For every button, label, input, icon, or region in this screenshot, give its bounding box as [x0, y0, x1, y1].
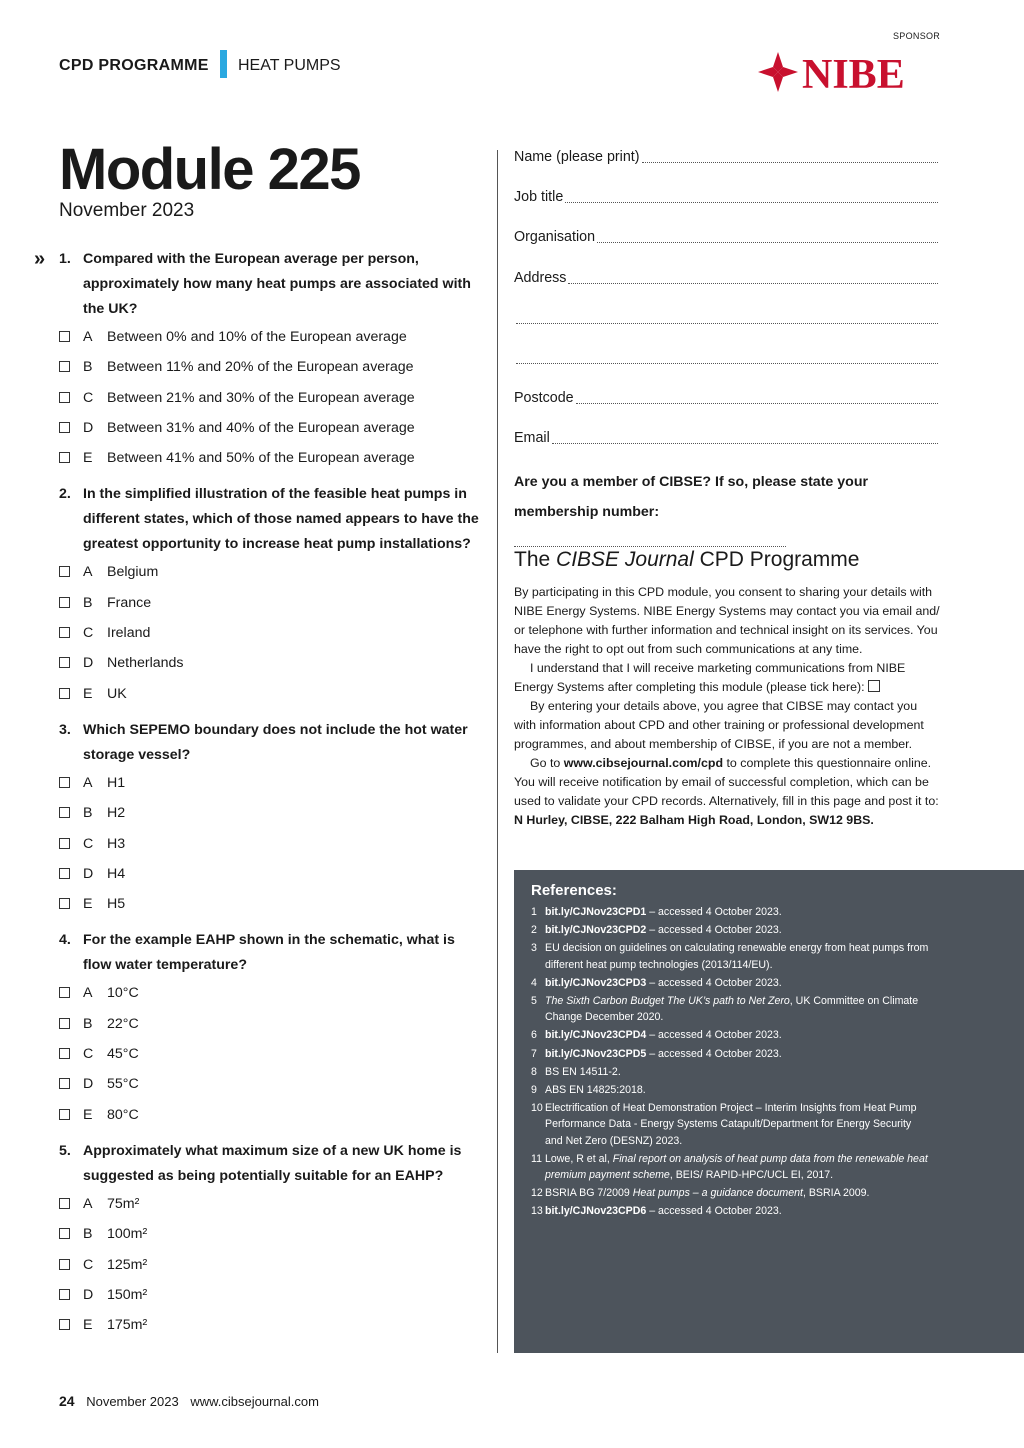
- option-text: H4: [107, 865, 126, 882]
- question-text: [59, 482, 479, 557]
- reference-text: – accessed 4 October 2023.: [646, 1029, 782, 1042]
- page-footer: [59, 1393, 319, 1409]
- reference-text: – accessed 4 October 2023.: [646, 976, 782, 989]
- option-letter: A: [83, 985, 93, 1002]
- option-letter: B: [83, 1226, 93, 1243]
- consent-paragraph: By participating in this CPD module, you consent to sharing your details with NIBE Energy Systems. NIBE Energy Systems may contact you via email and/ or telephone with further information and technical insight on its services. You have the right to opt out from such communications at any time.: [514, 585, 940, 656]
- option-text: 80°C: [107, 1106, 139, 1123]
- postal-address: N Hurley, CIBSE, 222 Balham High Road, London, SW12 9BS.: [514, 813, 874, 827]
- question-spacer: [59, 473, 479, 482]
- option-letter: E: [83, 1317, 93, 1334]
- answer-checkbox[interactable]: [59, 566, 70, 577]
- option-text: 150m²: [107, 1286, 148, 1303]
- question-body: In the simplified illustration of the feasible heat pumps in different states, which of those named appears to have the greatest opportunity to increase heat pump installations?: [83, 486, 479, 553]
- reference-link[interactable]: bit.ly/CJNov23CPD2: [545, 924, 647, 937]
- question-body: Which SEPEMO boundary does not include the hot water storage vessel?: [83, 721, 468, 763]
- question-body: Compared with the European average per person, approximately how many heat pumps are associated with the UK?: [83, 251, 471, 317]
- marketing-tick-checkbox[interactable]: [868, 680, 880, 692]
- question-number: 2.: [59, 486, 71, 503]
- field-input-line[interactable]: [576, 386, 938, 404]
- reference-title: Heat pumps – a guidance document: [632, 1187, 803, 1200]
- contact-form: [514, 145, 938, 558]
- answer-checkbox[interactable]: [59, 1109, 70, 1120]
- answer-option[interactable]: [59, 618, 479, 648]
- field-input-line[interactable]: [642, 145, 938, 163]
- reference-text: Lowe, R et al,: [545, 1152, 613, 1165]
- option-letter: D: [83, 865, 94, 882]
- page-number: 24: [59, 1393, 75, 1409]
- reference-text: BSRIA BG 7/2009: [545, 1187, 633, 1200]
- option-letter: D: [83, 419, 94, 436]
- field-input-line[interactable]: [597, 225, 938, 243]
- reference-number: 4: [531, 976, 537, 989]
- nibe-emblem-icon: [758, 52, 798, 92]
- question-text: [59, 718, 479, 768]
- answer-checkbox[interactable]: [59, 807, 70, 818]
- option-letter: C: [83, 625, 94, 642]
- answer-option[interactable]: [59, 829, 479, 859]
- field-input-line[interactable]: [565, 185, 938, 203]
- reference-title: Final report on analysis of heat pump data from the renewable heat premium payment scheme: [545, 1152, 928, 1182]
- answer-checkbox[interactable]: [59, 1078, 70, 1089]
- reference-item: [531, 940, 931, 972]
- reference-item: [531, 922, 931, 938]
- reference-link[interactable]: bit.ly/CJNov23CPD5: [545, 1047, 647, 1060]
- answer-checkbox[interactable]: [59, 1228, 70, 1239]
- option-text: Between 11% and 20% of the European average: [107, 359, 414, 376]
- references-list: [531, 904, 931, 1222]
- answer-checkbox[interactable]: [59, 597, 70, 608]
- answer-option[interactable]: [59, 1100, 479, 1130]
- reference-item: [531, 1046, 931, 1062]
- option-text: France: [107, 594, 152, 611]
- answer-checkbox[interactable]: [59, 1198, 70, 1209]
- question-body: For the example EAHP shown in the schematic, what is flow water temperature?: [83, 932, 455, 974]
- option-letter: C: [83, 1046, 94, 1063]
- answer-option[interactable]: [59, 1069, 479, 1099]
- reference-text: , BEIS/ RAPID-HPC/UCL EI, 2017.: [669, 1169, 834, 1182]
- form-field: [514, 346, 938, 386]
- answer-option[interactable]: [59, 413, 479, 443]
- option-text: Belgium: [107, 564, 159, 581]
- form-field: [514, 266, 938, 306]
- option-text: Ireland: [107, 625, 151, 642]
- reference-number: 1: [531, 906, 537, 918]
- reference-number: 2: [531, 924, 537, 937]
- reference-link[interactable]: bit.ly/CJNov23CPD1: [545, 906, 647, 918]
- instructions-paragraph: Go to www.cibsejournal.com/cpd to complete this questionnaire online. You will receive notification by email of successful completion, which can be used to validate your CPD records. Alternatively, fill in this page and post it to: N Hurley, CIBSE, 222 Balham High Road, London, SW12 9BS.: [514, 756, 939, 827]
- form-field: [514, 306, 938, 346]
- field-label: Email: [514, 430, 550, 447]
- option-letter: B: [83, 594, 93, 611]
- option-letter: B: [83, 1015, 93, 1032]
- question-text: [59, 928, 479, 978]
- reference-text: EU decision on guidelines on calculating renewable energy from heat pumps from different heat pump technologies (2013/114/EU).: [545, 942, 929, 971]
- answer-checkbox[interactable]: [59, 1289, 70, 1300]
- question-number: 5.: [59, 1142, 71, 1159]
- option-letter: C: [83, 835, 94, 852]
- reference-number: 5: [531, 995, 537, 1008]
- option-text: 22°C: [107, 1015, 139, 1032]
- reference-number: 13: [531, 1205, 543, 1218]
- answer-option[interactable]: [59, 1009, 479, 1039]
- answer-checkbox[interactable]: [59, 452, 70, 463]
- cpd-heading: The CIBSE Journal CPD Programme: [514, 548, 860, 571]
- reference-link[interactable]: bit.ly/CJNov23CPD3: [545, 976, 647, 989]
- answer-option[interactable]: [59, 798, 479, 828]
- answer-option[interactable]: [59, 383, 479, 413]
- footer-date: November 2023: [86, 1394, 179, 1409]
- option-letter: D: [83, 655, 94, 672]
- reference-item: [531, 1100, 931, 1149]
- question-spacer: [59, 1130, 479, 1139]
- field-input-line[interactable]: [516, 346, 938, 364]
- reference-title: The Sixth Carbon Budget The UK’s path to Net Zero: [545, 995, 790, 1008]
- reference-item: [531, 1185, 931, 1201]
- option-text: H1: [107, 774, 126, 791]
- question-number: 4.: [59, 932, 71, 949]
- membership-question: Are you a member of CIBSE? If so, please state your membership number:: [514, 467, 938, 559]
- option-letter: B: [83, 805, 93, 822]
- option-letter: B: [83, 359, 93, 376]
- answer-checkbox[interactable]: [59, 1048, 70, 1059]
- answer-checkbox[interactable]: [59, 868, 70, 879]
- option-text: Netherlands: [107, 655, 184, 672]
- reference-text: , UK Committee on Climate Change December 2020.: [545, 995, 919, 1024]
- marketing-paragraph: I understand that I will receive marketing communications from NIBE Energy Systems after completing this module (please tick here):: [514, 661, 906, 694]
- option-text: 75m²: [107, 1195, 140, 1212]
- answer-option[interactable]: [59, 557, 479, 587]
- form-field: [514, 225, 938, 265]
- answer-checkbox[interactable]: [59, 688, 70, 699]
- reference-link[interactable]: bit.ly/CJNov23CPD4: [545, 1029, 647, 1042]
- reference-number: 11: [531, 1152, 542, 1165]
- reference-text: – accessed 4 October 2023.: [646, 1205, 782, 1218]
- answer-checkbox[interactable]: [59, 1259, 70, 1270]
- double-chevron-icon: »: [34, 248, 46, 270]
- footer-site: www.cibsejournal.com: [190, 1394, 319, 1409]
- option-text: Between 31% and 40% of the European average: [107, 419, 415, 436]
- option-letter: A: [83, 774, 93, 791]
- reference-text: BS EN 14511-2.: [545, 1065, 621, 1078]
- module-title: Module 225: [59, 137, 360, 202]
- cpd-consent-text: [514, 583, 940, 830]
- option-text: 10°C: [107, 985, 139, 1002]
- answer-option[interactable]: [59, 859, 479, 889]
- programme-label: CPD PROGRAMME: [59, 57, 209, 74]
- field-label: Address: [514, 269, 567, 286]
- answer-option[interactable]: [59, 648, 479, 678]
- reference-number: 10: [531, 1102, 543, 1115]
- reference-number: 9: [531, 1084, 537, 1097]
- field-label: Job title: [514, 189, 564, 206]
- option-letter: D: [83, 1286, 94, 1303]
- reference-item: [531, 1027, 931, 1043]
- option-letter: C: [83, 389, 94, 406]
- option-text: Between 41% and 50% of the European average: [107, 450, 415, 467]
- option-text: 125m²: [107, 1256, 148, 1273]
- reference-number: 3: [531, 942, 537, 955]
- reference-item: [531, 993, 931, 1025]
- form-field: [514, 145, 938, 185]
- option-text: Between 0% and 10% of the European average: [107, 329, 407, 345]
- reference-number: 12: [531, 1187, 543, 1200]
- module-date: November 2023: [59, 200, 195, 221]
- membership-number-label: membership number:: [514, 504, 660, 520]
- option-text: H5: [107, 896, 126, 913]
- answer-option[interactable]: [59, 443, 479, 473]
- reference-text: – accessed 4 October 2023.: [646, 924, 782, 937]
- option-letter: C: [83, 1256, 94, 1273]
- answer-option[interactable]: [59, 1280, 479, 1310]
- question-text: [59, 247, 479, 322]
- header-divider-bar: [220, 50, 227, 78]
- reference-item: [531, 975, 931, 991]
- answer-option[interactable]: [59, 1039, 479, 1069]
- reference-text: – accessed 4 October 2023.: [646, 906, 782, 918]
- option-text: UK: [107, 685, 127, 702]
- reference-item: [531, 1082, 931, 1098]
- nibe-wordmark: NIBE: [802, 52, 905, 94]
- option-text: H2: [107, 805, 126, 822]
- column-divider: [497, 150, 498, 1353]
- answer-checkbox[interactable]: [59, 777, 70, 788]
- question-spacer: [59, 919, 479, 928]
- reference-text: – accessed 4 October 2023.: [646, 1047, 782, 1060]
- reference-number: 7: [531, 1047, 537, 1060]
- form-field: [514, 386, 938, 426]
- option-letter: E: [83, 896, 93, 913]
- answer-checkbox[interactable]: [59, 987, 70, 998]
- reference-item: [531, 1064, 931, 1080]
- option-text: H3: [107, 835, 126, 852]
- answer-option[interactable]: [59, 1250, 479, 1280]
- answer-checkbox[interactable]: [59, 898, 70, 909]
- reference-number: 8: [531, 1065, 537, 1078]
- answer-option[interactable]: [59, 978, 479, 1008]
- answer-checkbox[interactable]: [59, 1018, 70, 1029]
- question-body: Approximately what maximum size of a new UK home is suggested as being potentially suitable for an EAHP?: [83, 1142, 462, 1184]
- question-spacer: [59, 709, 479, 718]
- reference-number: 6: [531, 1029, 537, 1042]
- field-input-line[interactable]: [552, 426, 938, 444]
- field-input-line[interactable]: [568, 266, 938, 284]
- cibse-contact-paragraph: By entering your details above, you agree that CIBSE may contact you with information about CPD and other training or professional development programmes, and about membership of CIBSE, if you are not a member.: [514, 699, 924, 751]
- references-title: References:: [531, 882, 617, 899]
- answer-checkbox[interactable]: [59, 657, 70, 668]
- form-field: [514, 426, 938, 466]
- option-letter: D: [83, 1076, 94, 1093]
- answer-option[interactable]: [59, 889, 479, 919]
- answer-option[interactable]: [59, 352, 479, 382]
- option-letter: A: [83, 564, 93, 581]
- field-label: Organisation: [514, 229, 596, 246]
- answer-option[interactable]: [59, 679, 479, 709]
- option-text: 45°C: [107, 1046, 139, 1063]
- reference-link[interactable]: bit.ly/CJNov23CPD6: [545, 1205, 647, 1218]
- option-text: 175m²: [107, 1317, 148, 1334]
- reference-text: ABS EN 14825:2018.: [545, 1084, 646, 1097]
- nibe-logo: [758, 50, 942, 94]
- answer-checkbox[interactable]: [59, 627, 70, 638]
- field-input-line[interactable]: [516, 306, 938, 324]
- topic-label: HEAT PUMPS: [238, 57, 341, 74]
- option-letter: E: [83, 685, 93, 702]
- field-label: Name (please print): [514, 149, 640, 165]
- option-text: 55°C: [107, 1076, 139, 1093]
- answer-option[interactable]: [59, 1219, 479, 1249]
- question-list: [59, 247, 479, 1340]
- option-letter: A: [83, 329, 93, 345]
- membership-number-field[interactable]: [514, 532, 786, 547]
- answer-checkbox[interactable]: [59, 361, 70, 372]
- answer-checkbox[interactable]: [59, 422, 70, 433]
- reference-item: [531, 1203, 931, 1219]
- reference-text: Electrification of Heat Demonstration Project – Interim Insights from Heat Pump Performance Data - Energy Systems Catapult/Department for Energy Security and Net Zero (DESNZ) 2023.: [545, 1102, 917, 1147]
- question-number: 3.: [59, 721, 71, 738]
- form-field: [514, 185, 938, 225]
- option-letter: E: [83, 1106, 93, 1123]
- answer-option[interactable]: [59, 322, 479, 352]
- answer-checkbox[interactable]: [59, 392, 70, 403]
- cpd-link[interactable]: www.cibsejournal.com/cpd: [563, 756, 724, 770]
- question-text: [59, 1139, 479, 1189]
- option-text: 100m²: [107, 1226, 148, 1243]
- field-label: Postcode: [514, 390, 574, 407]
- option-text: Between 21% and 30% of the European average: [107, 389, 415, 406]
- answer-option[interactable]: [59, 1189, 479, 1219]
- answer-checkbox[interactable]: [59, 838, 70, 849]
- answer-checkbox[interactable]: [59, 1319, 70, 1330]
- option-letter: A: [83, 1195, 93, 1212]
- question-number: 1.: [59, 251, 71, 267]
- answer-checkbox[interactable]: [59, 331, 70, 342]
- answer-option[interactable]: [59, 768, 479, 798]
- option-letter: E: [83, 450, 93, 467]
- references-panel: [514, 870, 1024, 1353]
- reference-text: , BSRIA 2009.: [802, 1187, 870, 1200]
- reference-item: [531, 904, 931, 920]
- answer-option[interactable]: [59, 588, 479, 618]
- reference-item: [531, 1151, 931, 1183]
- answer-option[interactable]: [59, 1310, 479, 1340]
- sponsor-label: SPONSOR: [893, 31, 941, 41]
